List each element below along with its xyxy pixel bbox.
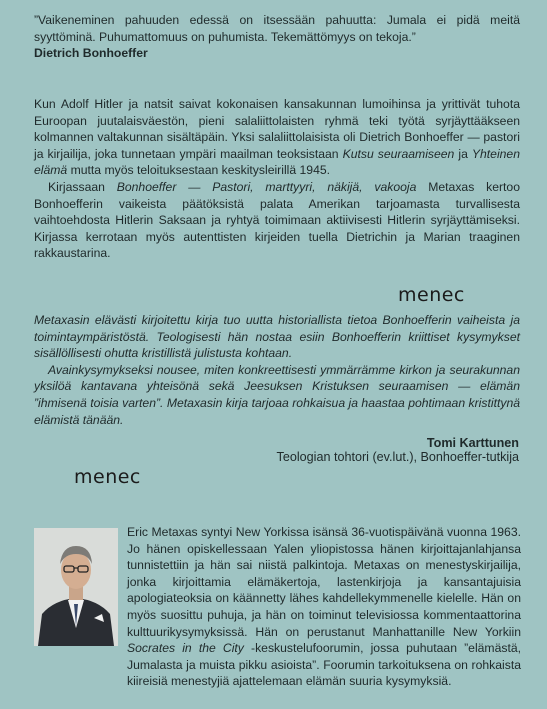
book-title-yhteinen: Yhteinen elämä — [34, 146, 520, 178]
intro-paragraph-2: Kirjassaan Bonhoeffer — Pastori, marttyyri, näkijä, vakooja Metaxas kertoo Bonhoefferin vaikeista päätöksistä palata Amerikan tarjoamasta turvallisesta vaihtoehdosta Hitlerin Saksaan ja ryhtyä toimimaan aktiivisesti Hitlerin syrjäyttämiseksi. Kirjassa kerrotaan myös autenttisten kirjeiden tuella Dietrichin ja Marian traaginen rakkaustarina. — [34, 179, 520, 261]
reviewer-title: Teologian tohtori (ev.lut.), Bonhoeffer-tutkija — [276, 450, 519, 464]
epigraph-text: ”Vaikeneminen pahuuden edessä on itsessään pahuutta: Jumala ei pidä meitä syyttöminä. Puhumattomuus on puhumista. Tekemättömyys on tekoja.” — [34, 13, 520, 44]
book-title-kutsu: Kutsu seuraamiseen — [342, 146, 455, 161]
watermark-top: menec — [398, 284, 465, 306]
epigraph-author: Dietrich Bonhoeffer — [34, 46, 148, 61]
review-section — [34, 312, 520, 428]
review-paragraph-2: Avainkysymykseksi nousee, miten konkreettisesti ymmärrämme kirkon ja seurakunnan yksilöä kantavana yhteisönä sekä Jeesuksen Kristuksen seuraamisen — elämän ”ihmisenä toisia varten”. Metaxasin kirja tarjoaa rohkaisua ja haastaa pohtimaan kristittynä elämistä tänään. — [34, 362, 520, 427]
review-paragraph-1: Metaxasin elävästi kirjoitettu kirja tuo uutta historiallista tietoa Bonhoefferin vaiheista ja toimintaympäristöstä. Teologisesti hän nostaa esiin Bonhoefferin kriittiset kysymykset sisällöllisesti ohutta kristillistä julistusta kohtaan. — [34, 313, 520, 361]
reviewer-name: Tomi Karttunen — [426, 436, 519, 450]
reviewer-signature — [277, 436, 519, 464]
author-portrait-image — [34, 528, 118, 646]
author-bio: Eric Metaxas syntyi New Yorkissa isänsä 36-vuotispäivänä vuonna 1963. Jo hänen opiskellessaan Yalen yliopistossa hänen kirjoittajanlahjansa tunnistettiin ja hän sai niistä palkintoja. Metaxas on menestyskirjailija, jonka kirjoittamia elämäkertoja, lastenkirjoja ja kansantajuisia apologiateoksia on käännetty lähes kahdellekymmenelle kielelle. Hän on myös suosittu puhuja, ja hän on toiminut televisiossa kommentaattorina kulttuurikysymyksissä. Hän on perustanut Manhattanille New Yorkiin Socrates in the City -keskustelufoorumin, jossa puhutaan ”elämästä, Jumalasta ja muista pikku asioista”. Foorumin tarkoituksena on rohkaista kiireisiä menestyjiä ajattelemaan elämän suuria kysymyksiä. — [127, 525, 522, 689]
epigraph — [34, 12, 520, 62]
forum-name: Socrates in the City — [127, 641, 244, 656]
book-title-bonhoeffer: Bonhoeffer — Pastori, marttyyri, näkijä, vakooja — [116, 179, 417, 194]
intro-section — [34, 96, 520, 262]
watermark-bottom: menec — [74, 466, 141, 488]
author-photo — [34, 528, 118, 646]
intro-paragraph-1: Kun Adolf Hitler ja natsit saivat kokonaisen kansakunnan lumoihinsa ja yrittivät tuhota Euroopan juutalaisväestön, pieni salaliittolaisten ryhmä teki työtä syrjäyttääkseen kolmannen valtakunnan sisältäpäin. Yksi salaliittolaisista oli Dietrich Bonhoeffer — pastori ja kirjailija, joka tunnetaan ympäri maailman teoksistaan Kutsu seuraamiseen ja Yhteinen elämä mutta myös teloituksestaan keskitysleirillä 1945. — [34, 97, 520, 178]
